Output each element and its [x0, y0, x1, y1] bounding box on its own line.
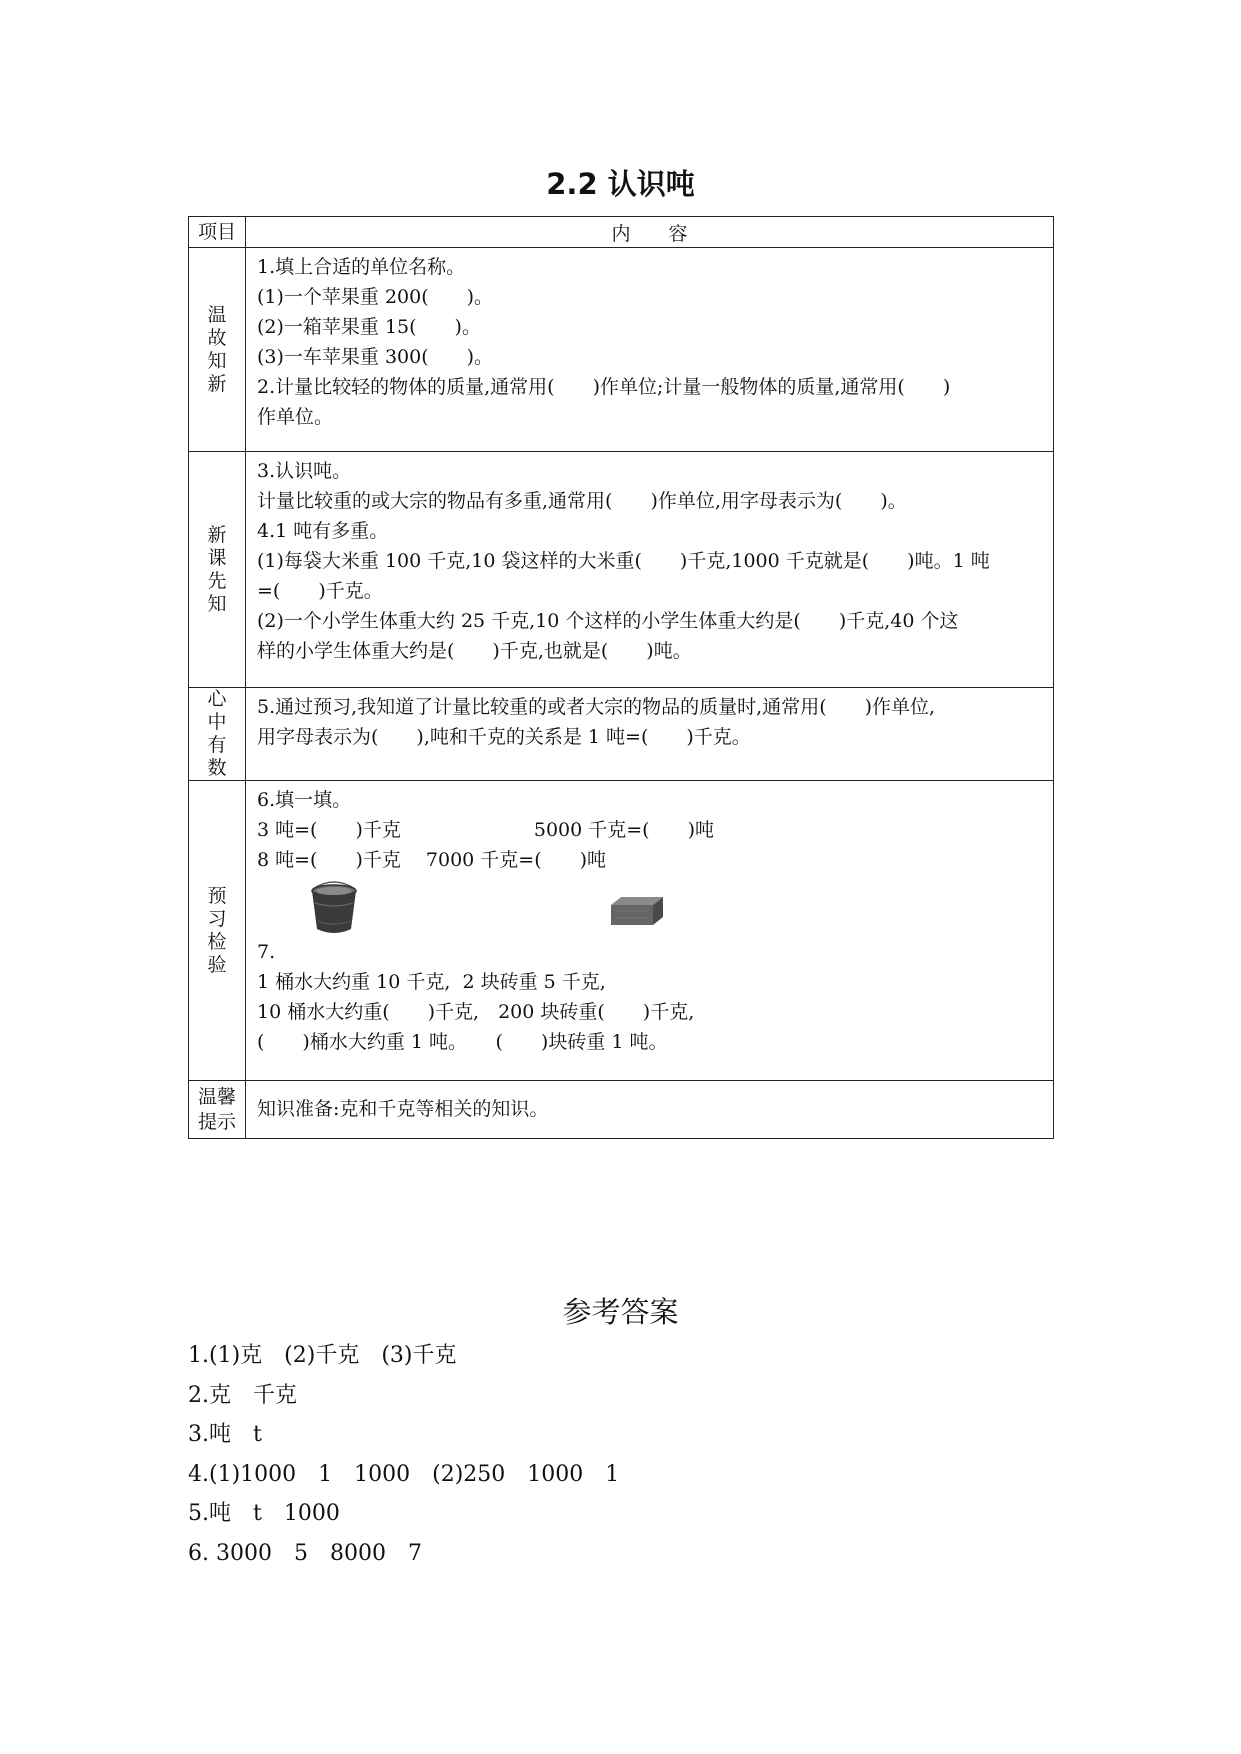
question-line: (1)一个苹果重 200( )。 [257, 286, 494, 308]
question-line: (3)一车苹果重 300( )。 [257, 346, 494, 368]
question-line: 3 吨=( )千克 5000 千克=( )吨 [257, 819, 715, 841]
question-line: 4.1 吨有多重。 [257, 520, 389, 542]
question-line: 10 桶水大约重( )千克, 200 块砖重( )千克, [257, 1001, 695, 1023]
answers-title: 参考答案 [562, 1295, 679, 1329]
question-line: 7. [257, 941, 276, 963]
section-preview [189, 452, 1054, 688]
page-title: 2.2 认识吨 [546, 167, 695, 201]
header-item: 项目 [189, 217, 246, 248]
brick-image [609, 893, 665, 927]
answer-line: 5.吨 t 1000 [188, 1501, 340, 1526]
section-label: 温故知新 [207, 303, 227, 395]
question-line: (1)每袋大米重 100 千克,10 袋这样的大米重( )千克,1000 千克就是( )吨。1 吨 [257, 550, 990, 572]
question-line: 8 吨=( )千克 7000 千克=( )吨 [257, 849, 607, 871]
question-line: 作单位。 [257, 406, 334, 428]
section-label: 新课先知 [207, 523, 227, 615]
question-line: 计量比较重的或大宗的物品有多重,通常用( )作单位,用字母表示为( )。 [257, 490, 907, 512]
bucket-image [307, 877, 361, 935]
header-content: 内 容 [246, 217, 1054, 248]
question-line: 6.填一填。 [257, 789, 352, 811]
answer-line: 3.吨 t [188, 1422, 262, 1447]
section-summary [189, 688, 1054, 781]
question-line: 样的小学生体重大约是( )千克,也就是( )吨。 [257, 640, 692, 662]
question-line: 3.认识吨。 [257, 460, 352, 482]
tip-line: 知识准备:克和千克等相关的知识。 [257, 1097, 549, 1120]
question-line: 用字母表示为( ),吨和千克的关系是 1 吨=( )千克。 [257, 726, 751, 748]
section-review [189, 248, 1054, 452]
question-pictures [257, 875, 1043, 937]
answer-line: 6. 3000 5 8000 7 [188, 1540, 422, 1566]
answer-line: 2.克 千克 [188, 1382, 297, 1408]
question-line: ( )桶水大约重 1 吨。 ( )块砖重 1 吨。 [257, 1031, 668, 1053]
question-line: 2.计量比较轻的物体的质量,通常用( )作单位;计量一般物体的质量,通常用( ) [257, 376, 951, 398]
section-check [189, 781, 1054, 1081]
answer-line: 4.(1)1000 1 1000 (2)250 1000 1 [188, 1461, 620, 1487]
question-line: 5.通过预习,我知道了计量比较重的或者大宗的物品的质量时,通常用( )作单位, [257, 696, 936, 718]
question-line: 1 桶水大约重 10 千克, 2 块砖重 5 千克, [257, 971, 606, 993]
worksheet-table [188, 216, 1054, 1139]
section-label: 温馨提示 [197, 1085, 236, 1133]
table-header-row [189, 217, 1054, 248]
answers-list [188, 1336, 619, 1573]
section-label: 预习检验 [207, 884, 227, 976]
question-line: 1.填上合适的单位名称。 [257, 256, 466, 278]
answer-line: 1.(1)克 (2)千克 (3)千克 [188, 1343, 457, 1368]
question-line: (2)一箱苹果重 15( )。 [257, 316, 481, 338]
question-line: =( )千克。 [257, 580, 383, 602]
section-tips [189, 1081, 1054, 1139]
section-label: 心中有数 [207, 688, 227, 779]
question-line: (2)一个小学生体重大约 25 千克,10 个这样的小学生体重大约是( )千克,40 个这 [257, 610, 959, 632]
